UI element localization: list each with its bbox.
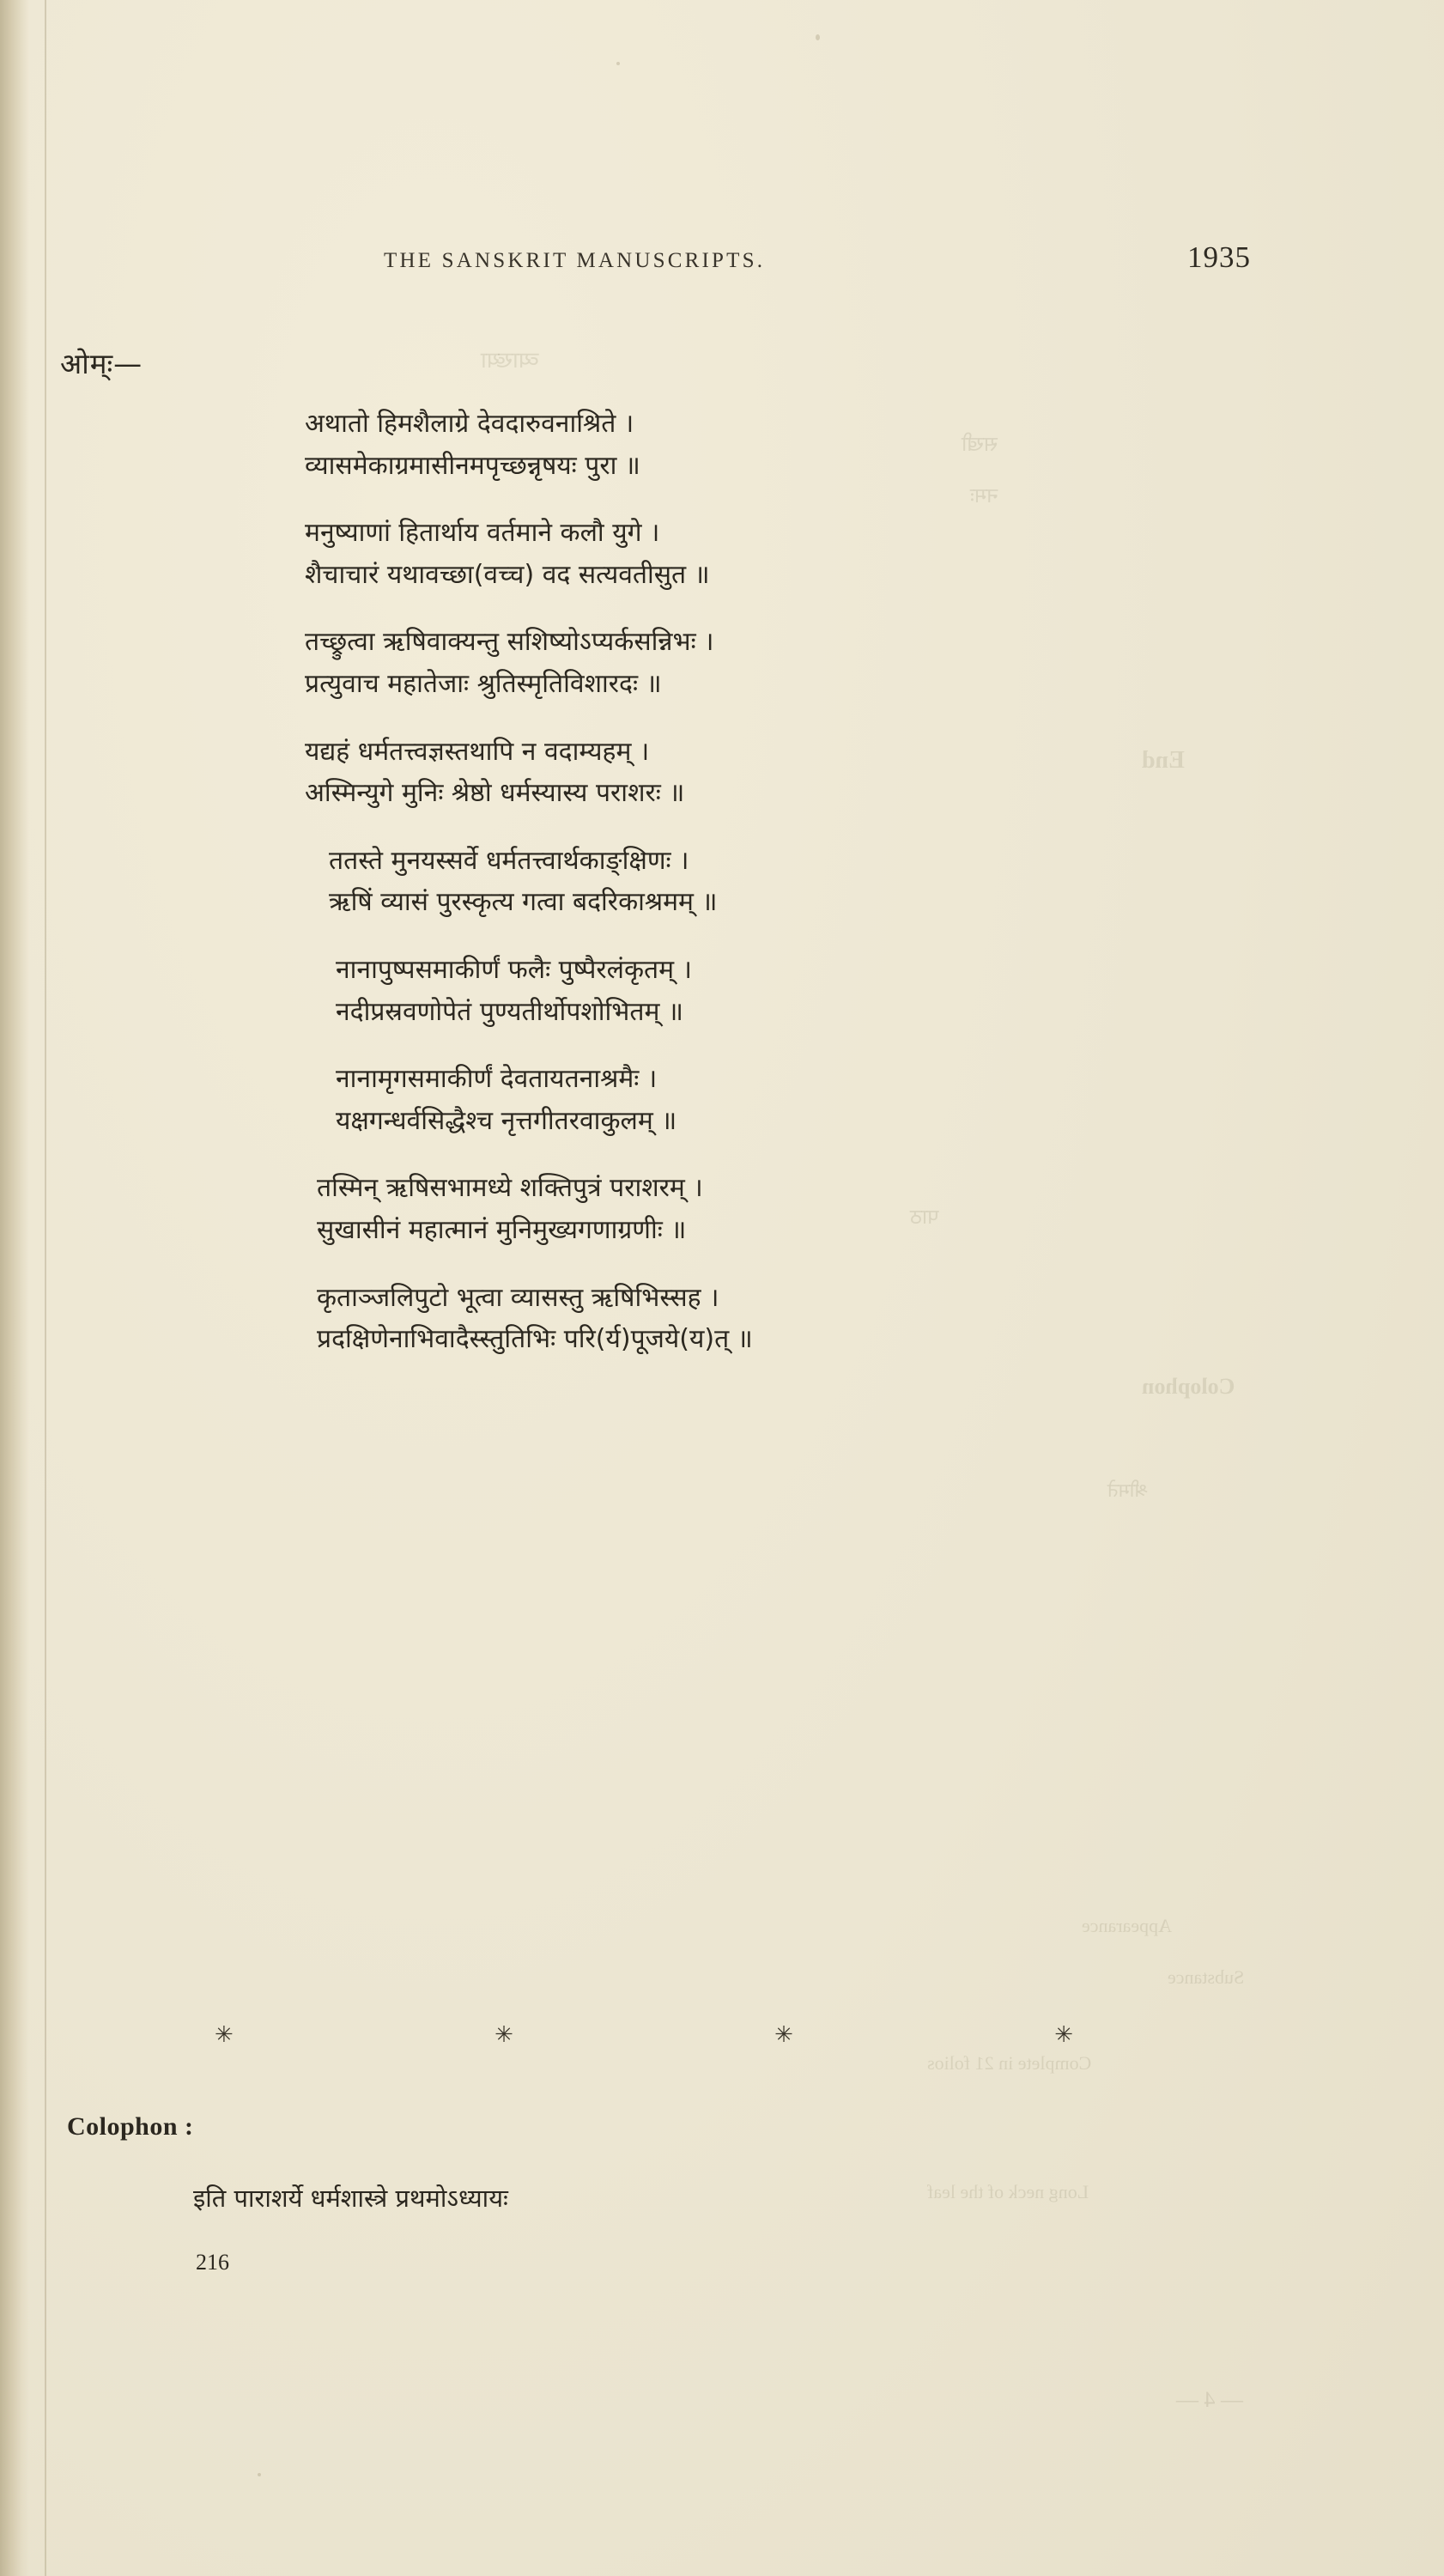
verse-line: ऋषिं व्यासं पुरस्कृत्य गत्वा बदरिकाश्रमम् ॥ <box>329 887 718 918</box>
bleed-through-text: Complete in 21 folios <box>927 2052 1092 2074</box>
asterisk-icon: ✳ <box>774 2022 793 2047</box>
verse-line: शैचाचारं यथावच्छा(वच्च) वद सत्यवतीसुत ॥ <box>305 559 710 590</box>
verse-line: व्यासमेकाग्रमासीनमपृच्छन्नृषयः पुरा ॥ <box>305 450 640 481</box>
folio-number: 1935 <box>1187 240 1251 274</box>
bleed-through-text: श्रीमते <box>1107 1479 1148 1501</box>
bleed-through-text: Substance <box>1168 1966 1245 1988</box>
verse-stanza <box>305 732 1266 815</box>
paper-speck <box>616 62 620 65</box>
verse-stanza <box>305 1278 1266 1361</box>
bleed-through-text: Colophon <box>1142 1374 1235 1399</box>
bleed-through-text: — 4 — <box>1176 2387 1243 2412</box>
bleed-through-text: व्याख्या <box>481 348 539 373</box>
verse-line: तच्छ्रुत्वा ऋषिवाक्यन्तु सशिष्योऽप्यर्कसन्निभः । <box>305 627 714 658</box>
asterisk-icon: ✳ <box>1054 2022 1073 2047</box>
verse-stanza <box>305 841 1266 924</box>
running-head: THE SANSKRIT MANUSCRIPTS. <box>384 249 766 272</box>
verse-line: प्रदक्षिणेनाभिवादैस्स्तुतिभिः परि(र्य)पूजये(य)त् ॥ <box>317 1324 753 1355</box>
verse-line: अस्मिन्युगे मुनिः श्रेष्ठो धर्मस्यास्य पराशरः ॥ <box>305 778 685 809</box>
paper-speck <box>258 2473 261 2476</box>
bleed-through-text: नमः <box>970 485 998 507</box>
verse-line: प्रत्युवाच महातेजाः श्रुतिस्मृतिविशारदः ॥ <box>305 668 662 699</box>
asterisk-icon: ✳ <box>494 2022 513 2047</box>
verse-stanza <box>305 404 1266 487</box>
verse-line: तस्मिन् ऋषिसभामध्ये शक्तिपुत्रं पराशरम् । <box>317 1173 703 1204</box>
page-edge-line <box>45 0 46 2576</box>
verse-block <box>305 404 1266 1387</box>
verse-line: अथातो हिमशैलाग्रे देवदारुवनाश्रिते । <box>305 409 634 439</box>
page-number: 216 <box>196 2250 229 2275</box>
verse-stanza <box>305 1168 1266 1251</box>
bleed-through-text: पाठ <box>910 1206 939 1229</box>
asterisk-icon: ✳ <box>215 2022 234 2047</box>
verse-line: ततस्ते मुनयस्सर्वे धर्मतत्त्वार्थकाङ्क्षिणः । <box>329 845 689 876</box>
verse-stanza <box>305 1059 1266 1142</box>
verse-stanza <box>305 950 1266 1033</box>
bleed-through-text: End <box>1142 747 1185 774</box>
bleed-through-text: Appearance <box>1082 1915 1173 1936</box>
verse-stanza <box>305 513 1266 596</box>
page-binding-edge <box>0 0 29 2576</box>
opening-mark: ओम्ः— <box>60 347 143 380</box>
verse-line: नानामृगसमाकीर्णं देवतायतनाश्रमैः । <box>336 1064 658 1095</box>
colophon-label: Colophon : <box>67 2112 194 2141</box>
paper-speck <box>816 34 820 40</box>
verse-stanza <box>305 622 1266 705</box>
colophon-text: इति पाराशर्ये धर्मशास्त्रे प्रथमोऽध्यायः <box>193 2184 508 2213</box>
verse-line: नदीप्रस्रवणोपेतं पुण्यतीर्थोपशोभितम् ॥ <box>336 996 683 1027</box>
verse-line: यद्यहं धर्मतत्त्वज्ञस्तथापि न वदाम्यहम् । <box>305 736 650 767</box>
verse-line: नानापुष्पसमाकीर्णं फलैः पुष्पैरलंकृतम् । <box>336 954 693 985</box>
verse-line: कृताञ्जलिपुटो भूत्वा व्यासस्तु ऋषिभिस्सह । <box>317 1282 719 1313</box>
bleed-through-text: सखी <box>962 434 998 456</box>
verse-line: यक्षगन्धर्वसिद्धैश्च नृत्तगीतरवाकुलम् ॥ <box>336 1105 677 1136</box>
verse-line: सुखासीनं महात्मानं मुनिमुख्यगणाग्रणीः ॥ <box>317 1214 687 1245</box>
verse-line: मनुष्याणां हितार्थाय वर्तमाने कलौ युगे । <box>305 518 660 549</box>
bleed-through-text: Long neck of the leaf <box>927 2181 1089 2202</box>
section-separator <box>215 2022 1073 2048</box>
